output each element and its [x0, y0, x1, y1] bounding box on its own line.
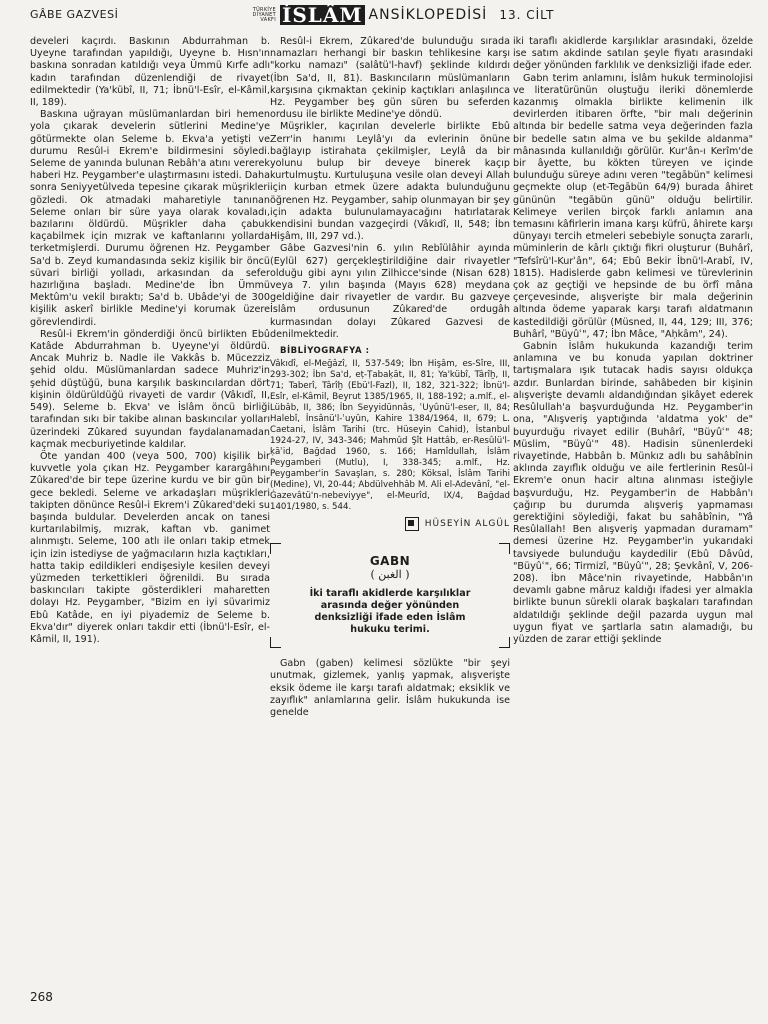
- entry-definition: İki taraflı akidlerde karşılıklar arasında değer yönünden denksizliği ifade eden İslâm hukuku terimi.: [309, 587, 471, 635]
- entry-heading-box: [270, 543, 510, 648]
- corner-mark: [499, 637, 510, 648]
- paragraph: Baskına uğrayan müslümanlardan biri hemen yola çıkarak develerin sütlerini Medine'ye götürmekte olan Seleme b. Ekva'a yetişti ve durumu Resûl-i Ekrem'e bildirmesini söyledi. Seleme de yanında bulunan Rebâh'a atını vererek haberi Hz. Peygamber'e ulaştırmasını istedi. Daha sonra Seniyyetülveda tepesine çıkarak müşrikleri gözledi. Ok atmadaki maharetiyle tanınan Seleme onları bir süre yaya olarak kovaladı, bazılarını öldürdü. Müşrikler daha çabuk kaçabilmek için mızrak ve kaftanlarını yollarda terketmişlerdi. Durumu öğrenen Hz. Peygamber Sa'd b. Zeyd kumandasında sekiz kişilik bir öncü süvari birliği yolladı, arkasından da sefer hazırlığına başladı. Medine'de İbn Ümmü Mektûm'u vekil bıraktı; Sa'd b. Ubâde'yi de 300 kişilik askerî birlikle Medine'yi korumak üzere görevlendirdi.: [30, 109, 270, 328]
- page-header: [0, 0, 768, 30]
- paragraph: Müşrikler, kaçırılan develerle birlikte Ebû Zerr'in hanımı Leylâ'yı da evlerinin önüne bağlayıp istirahata çekilmişler, Leylâ da bir yolunu bulup bir deveye binerek kaçıp kurtulmuştu. Kurtuluşuna vesile olan deveyi Allah için kurban etmek üzere adakta bulunduğunu öğrenen Hz. Peygamber, sahip olunmayan bir şey için adakta bulunulamayacağını hatırlatarak kendisini bundan vazgeçirdi (Vâkıdî, II, 548; İbn Hişâm, III, 297 vd.).: [270, 121, 510, 243]
- corner-mark: [270, 543, 281, 554]
- paragraph: Gabnin İslâm hukukunda kazandığı terim anlamına ve bu konuda yapılan doktriner tartışmalara ışık tutacak hadis sayısı oldukça azdır. Bunlardan birinde, sahâbeden bir kişinin alışverişte devamlı aldandığından şikâyet ederek Resûlullah'a başvurduğunda Hz. Peygamber'in ona, "Alışveriş yaptığında 'aldatma yok' de" buyurduğu rivayet edilir (Buhârî, "Büyûʿ" 48; Müslim, "Büyûʿ" 48). Hadisin sünenlerdeki rivayetinde, Habbân b. Münkız adlı bu sahâbînin aklında zayıflık olduğu ve aile fertlerinin Resûl-i Ekrem'e onun hacir altına alınması isteğiyle başvurduğu, Hz. Peygamber'in de Habbân'ı çağırıp bu durumda alışveriş yapmaması gerektiğini söylediği, fakat bu sahâbînin, "Yâ Resûlallah! Ben alışveriş yapmadan duramam" demesi üzerine Hz. Peygamber'in yukarıdaki tavsiyede bulunduğu kaydedilir (Ebû Dâvûd, "Büyûʿ", 66; Tirmizî, "Büyûʿ", 28; Şevkânî, V, 206-208). İbn Mâce'nin rivayetinde, Habbân'ın devamlı gabne mâruz kaldığı ifadesi yer almakla birlikte bunun sürekli olarak başkaları tarafından aldatıldığı şeklinde değil pazarda uygun mal uygun fiyat ve şartlarla satın alamadığı, bu yüzden de zarar ettiği şeklinde: [513, 341, 753, 645]
- bibliography: Vâkıdî, el-Meğâzî, II, 537-549; İbn Hişâm, es-Sîre, III, 293-302; İbn Sa'd, eṭ-Ṭabaḳāt, II, 81; Ya'kübî, Târîḫ, II, 71; Taberî, Târîḫ (Ebü'l-Fazl), II, 182, 321-322; İbnü'l-Esîr, el-Kâmil, Beyrut 1385/1965, II, 188-192; a.mlf., el-Lübâb, II, 386; İbn Seyyidünnâs, ʿUyûnü'l-eser, II, 84; Halebî, İnsânü'l-ʿuyûn, Kahire 1384/1964, II, 679; L. Caetani, İslâm Tarihi (trc. Hüseyin Cahid), İstanbul 1924-27, IV, 343-346; Mahmûd Şît Hattâb, er-Resûlü'l-ḳāʾid, Bağdad 1960, s. 166; Hamîdullah, İslâm Peygamberi (Mutlu), I, 338-345; a.mlf., Hz. Peygamber'in Savaşları, s. 280; Köksal, İslâm Tarihi (Medine), VI, 20-44; Abdülvehhâb M. Ali el-Adevânî, "el-Ġazevâtü'n-nebeviyye", el-Meurîd, IX/4, Bağdad 1401/1980, s. 544.: [270, 359, 510, 513]
- entry-arabic-title: ( الغبن ): [370, 568, 410, 582]
- brand-ansiklopedisi: ANSİKLOPEDİSİ: [368, 7, 488, 23]
- entry-title: GABN: [369, 554, 411, 569]
- paragraph: Gâbe Gazvesi'nin 6. yılın Rebîülâhir ayında (Eylül 627) gerçekleştirildiğine dair rivayetler olduğu gibi aynı yılın Zilhicce'sinde (Nisan 628) veya 7. yılın başında (Mayıs 628) meydana geldiğine dair rivayetler de vardır. Bu gazveye İslâm ordusunun Zûkared'de ordugâh kurmasından dolayı Zûkared Gazvesi de denilmektedir.: [270, 243, 510, 340]
- brand-islam: İSLÂM: [282, 3, 363, 27]
- paragraph: Gabn terim anlamını, İslâm hukuk terminolojisi ve literatürünün oluştuğu ileriki dönemlerde kazanmış olmakla birlikte kelimenin ilk devirlerden itibaren örfte, "bir malı değerinin altında bir bedelle satma veya değerinden fazla bir bedelle satın alma ve bu şekilde aldanma" mânasında kullanıldığı görülür. Kur'ân-ı Kerîm'de bir âyette, bu kökten türeyen ve içinde bulunduğu süreye adını veren "tegābün" kelimesi geçmekte olup (et-Tegābün 64/9) burada âhiret gününün "tegābün günü" olduğu belirtilir. Kelimeye verilen birçok farklı anlamın ana temasını kâfirlerin imana karşı küfrü, âhirete karşı dünyayı tercih etmeleri sebebiyle sonuçta zararlı, müminlerin de kârlı çıktığı fikri oluşturur (Buhârî, "Tefsîrü'l-Kurʾân", 64; Ebû Bekir İbnü'l-Arabî, IV, 1815). Hadislerde gabn kelimesi ve türevlerinin çok az geçtiği ve hepsinde de bu örfî mâna çerçevesinde, alışverişte bir mala değerinin altında ödeme yaparak karşı tarafı aldatmanın kastedildiği görülür (Müsned, II, 44, 129; III, 376; Buhârî, "Büyûʿ", 47; İbn Mâce, "Aḥkâm", 24).: [513, 72, 753, 340]
- paragraph: Öte yandan 400 (veya 500, 700) kişilik bir kuvvetle yola çıkan Hz. Peygamber karargâhını Zûkared'de bir tepe üzerine kurdu ve bir gün bir gece bekledi. Seleme ve arkadaşları müşrikleri takipten dönünce Resûl-i Ekrem'i Zûkared'deki su başında buldular. Develerden ancak on tanesi kurtarılabilmiş, mızrak, kaftan vb. ganimet alınmıştı. Seleme, 100 atlı ile onları takip etmek için izin istediyse de yağmacıların hızla kaçtıkları, hatta takip edildikleri endişesiyle kesilen deveyi yüzmeden terkettikleri öğrenildi. Bu sırada baskıncıları takipte gösterdikleri maharetten dolayı Hz. Peygamber, "Bizim en iyi süvarimiz Ebû Katâde, en iyi piyademiz de Seleme b. Ekva'dır" diyerek onları takdir etti (İbnü'l-Esîr, el-Kâmil, II, 191).: [30, 450, 270, 645]
- paragraph: Resûl-i Ekrem, Zûkared'de bulunduğu sırada namazları herhangi bir baskın tehlikesine karşı "korku namazı" (salâtü'l-havf) şeklinde kıldırdı (İbn Sa'd, II, 81). Baskıncıların müslümanların karşısına çıkmaktan çekinip kaçtıkları anlaşılınca Hz. Peygamber beş gün süren bu seferden ordusu ile birlikte Medine'ye döndü.: [270, 36, 510, 121]
- volume-label: 13. CİLT: [499, 8, 555, 22]
- running-head-section: GÂBE GAZVESİ: [30, 8, 119, 21]
- page-number: 268: [30, 990, 53, 1004]
- author-signature: [270, 517, 510, 531]
- text-column-1: [30, 36, 270, 646]
- paragraph: iki taraflı akidlerde karşılıklar arasındaki, özelde ise satım akdinde satılan şeyle fiyatı arasındaki değer yönünden farklılık ve denksizliği ifade eder.: [513, 36, 753, 72]
- corner-mark: [499, 543, 510, 554]
- author-name: HÜSEYİN ALGÜL: [424, 519, 510, 530]
- paragraph: Resûl-i Ekrem'in gönderdiği öncü birlikten Ebû Katâde Abdurrahman b. Uyeyne'yi öldürdü. Ancak Muhriz b. Nadle ile Vakkâs b. Mücezziz şehid oldu. Müslümanlardan sadece Muhriz'in şehid düştüğü, buna karşılık baskıncılardan dört kişinin öldürüldüğü rivayeti de vardır (Vâkıdî, II, 549). Seleme b. Ekva' ve İslâm öncü birliği tarafından sıkı bir takibe alınan baskıncılar yolları üzerindeki Zûkared suyundan faydalanamadan kaçmak mecburiyetinde kaldılar.: [30, 328, 270, 450]
- text-column-3: [513, 36, 753, 646]
- author-mark-icon: [405, 517, 419, 531]
- brand-small-text: TÜRKİYE DİYANET VAKFI: [252, 6, 276, 23]
- paragraph: develeri kaçırdı. Baskının Abdurrahman b. Uyeyne tarafından yapıldığı, Uyeyne b. Hısn'ın baskına sonradan katıldığı veya Ümmü Kırfe adlı kadın tarafından düzenlendiği de rivayet edilmektedir (Ya'kübî, II, 71; İbnü'l-Esîr, el-Kâmil, II, 189).: [30, 36, 270, 109]
- encyclopedia-brand: [248, 4, 555, 26]
- paragraph: Gabn (gaben) kelimesi sözlükte "bir şeyi unutmak, gizlemek, yanlış yapmak, alışverişte eksik ödeme ile karşı tarafı aldatmak; eksiklik ve zayıflık" anlamlarına gelir. İslâm hukukunda ise genelde: [270, 658, 510, 719]
- corner-mark: [270, 637, 281, 648]
- text-column-2: [270, 36, 510, 719]
- bibliography-title: BİBLİYOGRAFYA :: [280, 346, 370, 357]
